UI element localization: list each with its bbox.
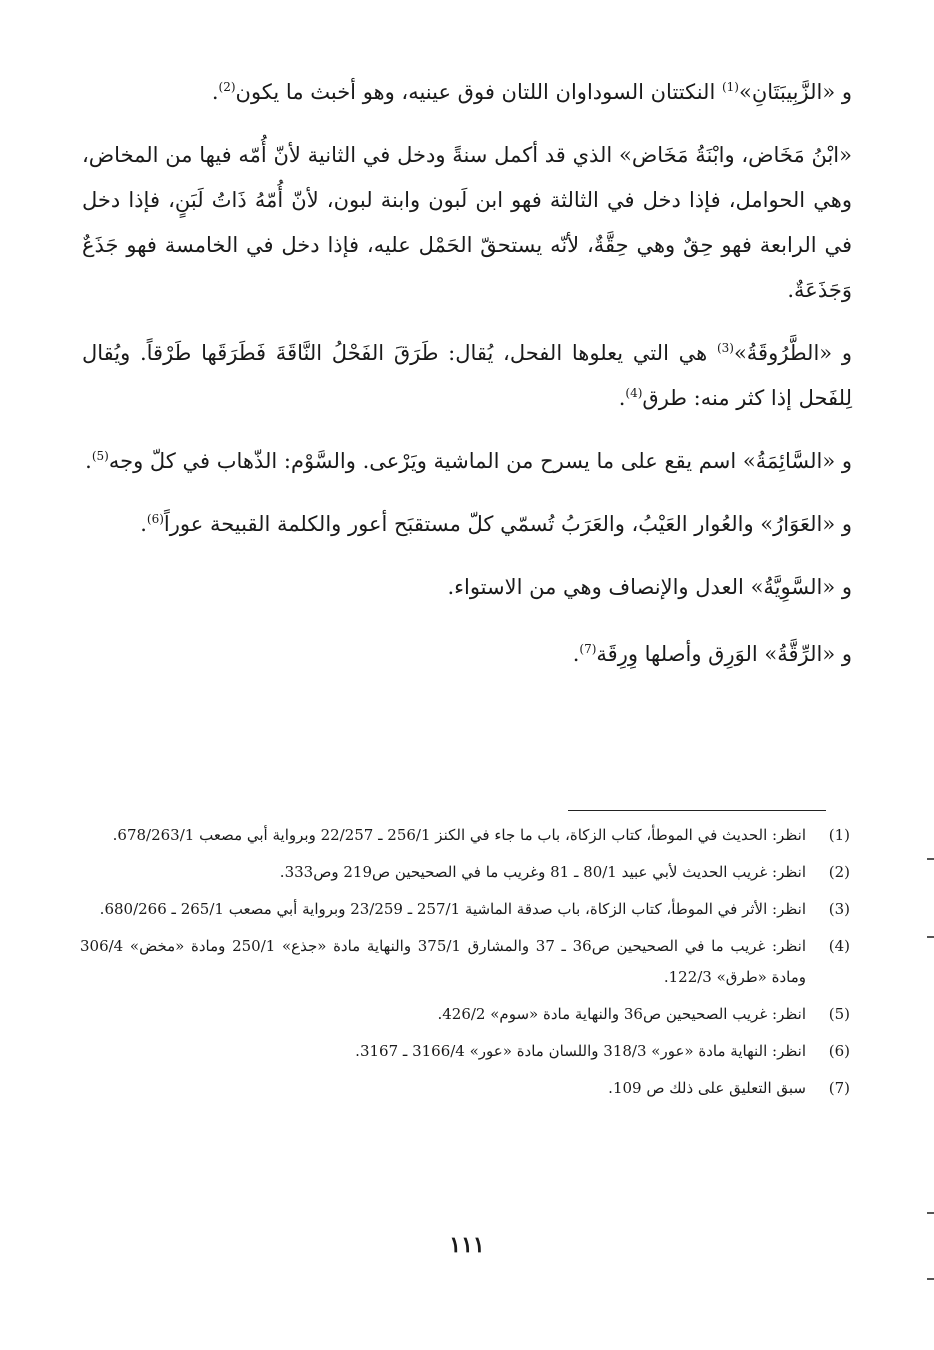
paragraph-awar: و «العَوَارُ» والعُوار العَيْبُ، والعَرَبُ تُسمّي كلّ مستقبَح أعور والكلمة القبيحة عوراً$^{(6)}$. <box>140 512 852 536</box>
footnote-3 <box>80 894 850 925</box>
paragraph-saima: و «السَّائِمَةُ» اسم يقع على ما يسرح من الماشية ويَرْعى. والسَّوْم: الذّهاب في كلّ وجه$^{(5)}$. <box>85 449 852 473</box>
footnote-text: انظر: الأثر في الموطأ، كتاب الزكاة، باب صدقة الماشية 257/1 ـ 23/259 وبرواية أبي مصعب 265/1 ـ 680/266. <box>99 900 806 918</box>
footnote-ref[interactable]: (7) <box>579 642 597 656</box>
footnote-ref[interactable]: (1) <box>721 80 739 94</box>
footnote-text: انظر: الحديث في الموطأ، كتاب الزكاة، باب ما جاء في الكنز 256/1 ـ 22/257 وبرواية أبي مصعب 678/263/1. <box>112 826 806 844</box>
scan-edge-mark <box>927 1212 934 1214</box>
footnote-1 <box>80 820 850 851</box>
footnote-number: (4) <box>828 937 850 955</box>
footnote-number: (5) <box>828 1005 850 1023</box>
paragraph-zabibatan: و «الزَّبِيبَتَانِ»$^{(1)}$ النكتتان السوداوان اللتان فوق عينيه، وهو أخبث ما يكون$^{(2)}$. <box>211 80 852 104</box>
paragraph-sawiyya: و «السَّوِيَّةُ» العدل والإنصاف وهي من الاستواء. <box>447 575 852 599</box>
footnote-text: سبق التعليق على ذلك ص 109. <box>608 1079 806 1097</box>
footnote-number: (7) <box>828 1079 850 1097</box>
footnote-ref[interactable]: (2) <box>218 80 236 94</box>
footnote-number: (6) <box>828 1042 850 1060</box>
paragraph-riqqa: و «الرِّقَّةُ» الوَرِق وأصلها وِرِقَة$^{(7)}$. <box>572 642 852 666</box>
footnote-ref[interactable]: (5) <box>91 449 109 463</box>
footnote-ref[interactable]: (4) <box>625 386 643 400</box>
footnotes <box>80 820 850 1110</box>
footnote-number: (1) <box>828 826 850 844</box>
footnote-2 <box>80 857 850 888</box>
footnote-7 <box>80 1073 850 1104</box>
scan-edge-mark <box>927 858 934 860</box>
footnote-separator <box>568 810 826 811</box>
footnote-5 <box>80 999 850 1030</box>
footnote-ref[interactable]: (3) <box>716 341 734 355</box>
footnote-number: (2) <box>828 863 850 881</box>
paragraph-ibn-makhad: «ابْنُ مَخَاض، وابْنَةُ مَخَاض» الذي قد أكمل سنةً ودخل في الثانية لأنّ أُمّه فيها من المخاض، وهي الحوامل، فإذا دخل في الثالثة فهو ابن لَبون وابنة لبون، لأنّ أُمّهُ ذَاتُ لَبَنٍ، فإذا دخل في الرابعة فهو حِقٌ وهي حِقَّةٌ، لأنّه يستحقّ الحَمْل عليه، فإذا دخل في الخامسة فهو جَذَعٌ وَجَذَعَةٌ. <box>82 143 852 302</box>
footnote-text: انظر: غريب الصحيحين ص36 والنهاية مادة «سوم» 426/2. <box>437 1005 806 1023</box>
scan-edge-mark <box>927 1278 934 1280</box>
footnote-number: (3) <box>828 900 850 918</box>
footnote-ref[interactable]: (6) <box>146 512 164 526</box>
page-number: ١١١ <box>449 1232 485 1258</box>
footnote-4 <box>80 931 850 993</box>
main-text <box>82 70 852 699</box>
footnote-text: انظر: غريب الحديث لأبي عبيد 80/1 ـ 81 وغريب ما في الصحيحين ص219 وص333. <box>279 863 806 881</box>
footnote-6 <box>80 1036 850 1067</box>
footnote-text: انظر: غريب ما في الصحيحين ص36 ـ 37 والمشارق 375/1 والنهاية مادة «جذع» 250/1 ومادة «مخض» 306/4 ومادة «طرق» 122/3. <box>80 937 806 986</box>
footnote-text: انظر: النهاية مادة «عور» 318/3 واللسان مادة «عور» 3166/4 ـ 3167. <box>355 1042 806 1060</box>
paragraph-taruqa: و «الطَّرُوقَةُ»$^{(3)}$ هي التي يعلوها الفحل، يُقال: طَرَقَ الفَحْلُ النَّاقَةَ فَطَرَقَها طَرْقاً. ويُقال لِلفَحل إذا كثر منه: طرق$^{(4)}$. <box>82 341 852 410</box>
scan-edge-mark <box>927 936 934 938</box>
